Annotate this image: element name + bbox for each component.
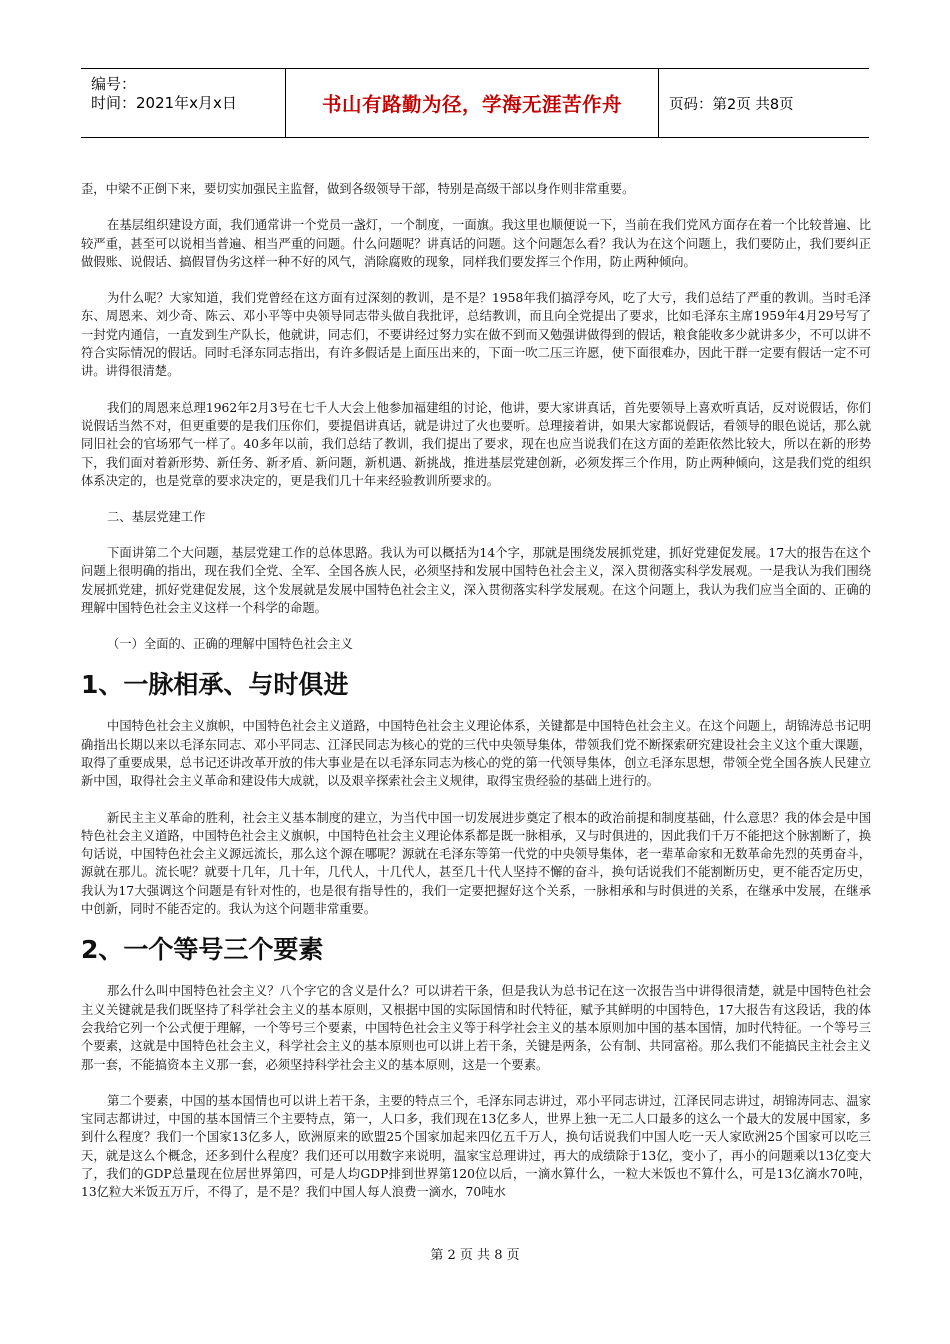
time-label: 时间：2021年x月x日 — [91, 94, 237, 112]
paragraph: 下面讲第二个大问题，基层党建工作的总体思路。我认为可以概括为14个字，那就是围绕发展抓党建，抓好党建促发展。17大的报告在这个问题上很明确的指出，现在我们全党、全军、全国各族人民，必须坚持和发展中国特色社会主义，深入贯彻落实科学发展观。一是我认为我们围绕发展抓党建，抓好党建促发展，这个发展就是发展中国特色社会主义，深入贯彻落实科学发展观。在这个问题上，我认为我们应当全面的、正确的理解中国特色社会主义这样一个科学的命题。 — [81, 546, 871, 616]
paragraph: 第二个要素，中国的基本国情也可以讲上若干条，主要的特点三个，毛泽东同志讲过，邓小平同志讲过，江泽民同志讲过，胡锦涛同志、温家宝同志都讲过，中国的基本国情三个主要特点，第一，人口多，我们现在13亿多人，世界上独一无二人口最多的这么一个最大的发展中国家，多到什么程度？我们一个国家13亿多人，欧洲原来的欧盟25个国家加起来四亿五千万人，换句话说我们中国人吃一天人家欧洲25个国家可以吃三天，就是这么个概念，还多到什么程度？我们还可以用数字来说明，温家宝总理讲过，再大的成绩除于13亿，变小了，再小的问题乘以13亿变大了，我们的GDP总量现在位居世界第四，可是人均GDP排到世界第120位以后，一滴水算什么，一粒大米饭也不算什么，可是13亿滴水70吨，13亿粒大米饭五万斤，不得了，是不是？我们中国人每人浪费一滴水，70吨水 — [81, 1093, 871, 1200]
page-footer: 第 2 页 共 8 页 — [430, 1248, 520, 1263]
heading-2: 2、一个等号三个要素 — [81, 935, 324, 965]
header-motto: 书山有路勤为径，学海无涯苦作舟 — [285, 69, 659, 137]
paragraph: 我们的周恩来总理1962年2月3号在七千人大会上他参加福建组的讨论，他讲，要大家讲真话，首先要领导上喜欢听真话，反对说假话，你们说假话当然不对，但更重要的是我们压你们，要提倡讲真话，就是讲过了火也要听。总理接着讲，如果大家都说假话，看领导的眼色说话，那么就同旧社会的官场邪气一样了。40多年以前，我们总结了教训，我们提出了要求，现在也应当说我们在这方面的差距依然比较大，所以在新的形势下，我们面对着新形势、新任务、新矛盾、新问题，新机遇、新挑战，推进基层党建创新，必须发挥三个作用，防止两种倾向，这是我们党的组织体系决定的，也是党章的要求决定的，更是我们几十年来经验教训所要求的。 — [81, 400, 871, 488]
header-page-label: 页码：第2页 共8页 — [669, 96, 794, 113]
paragraph: 为什么呢？大家知道，我们党曾经在这方面有过深刻的教训，是不是？1958年我们搞浮夸风，吃了大亏，我们总结了严重的教训。当时毛泽东、周恩来、刘少奇、陈云、邓小平等中央领导同志带头做自我批评，总结教训，而且向全党提出了要求，比如毛泽东主席1959年4月29号写了一封党内通信，一直发到生产队长，他就讲，同志们，不要讲经过努力实在做不到而又勉强讲做得到的假话，粮食能收多少就讲多少，不可以讲不符合实际情况的假话。同时毛泽东同志指出，有许多假话是上面压出来的，下面一吹二压三许愿，使下面很难办，因此干群一定要有假话一定不可讲。讲得很清楚。 — [81, 291, 871, 379]
paragraph: 那么什么叫中国特色社会主义？八个字它的含义是什么？可以讲若干条，但是我认为总书记在这一次报告当中讲得很清楚，就是中国特色社会主义关键就是我们既坚持了科学社会主义的基本原则，又根据中国的实际国情和时代特征，赋予其鲜明的中国特色，17大报告有这段话，我的体会我给它列一个公式便于理解，一个等号三个要素，中国特色社会主义等于科学社会主义的基本原则加中国的基本国情，加时代特征。一个等号三个要素，这就是中国特色社会主义，科学社会主义的基本原则也可以讲上若干条，关键是两条，公有制、共同富裕。那么我们不能搞民主社会主义那一套，不能搞资本主义那一套，必须坚持科学社会主义的基本原则，这是一个要素。 — [81, 984, 871, 1072]
number-label: 编号： — [91, 75, 137, 93]
document-body — [81, 180, 871, 1202]
paragraph: 歪，中梁不正倒下来，要切实加强民主监督，做到各级领导干部，特别是高级干部以身作则非常重要。 — [81, 182, 635, 196]
section-heading: 二、基层党建工作 — [107, 510, 206, 525]
paragraph: 新民主主义革命的胜利，社会主义基本制度的建立，为当代中国一切发展进步奠定了根本的政治前提和制度基础，什么意思？我的体会是中国特色社会主义道路，中国特色社会主义旗帜，中国特色社会主义理论体系都是既一脉相承，又与时俱进的，因此我们千万不能把这个脉割断了，换句话说，中国特色社会主义源远流长，那么这个源在哪呢？源就在毛泽东等第一代党的中央领导集体，老一辈革命家和无数革命先烈的英勇奋斗，源就在那儿。流长呢？就要十几年，几十年，几代人，十几代人，甚至几十代人坚持不懈的奋斗，换句话说我们不能割断历史，更不能否定历史，我认为17大强调这个问题是有针对性的，也是很有指导性的，我们一定要把握好这个关系，一脉相承和与时俱进的关系，在继承中发展，在继承中创新，同时不能否定的。我认为这个问题非常重要。 — [81, 810, 871, 917]
subsection-heading: （一）全面的、正确的理解中国特色社会主义 — [107, 637, 353, 652]
heading-1: 1、一脉相承、与时俱进 — [81, 670, 349, 700]
paragraph: 在基层组织建设方面，我们通常讲一个党员一盏灯，一个制度，一面旗。我这里也顺便说一下，当前在我们党风方面存在着一个比较普遍、比较严重，甚至可以说相当普遍、相当严重的问题。什么问题呢？讲真话的问题。这个问题怎么看？我认为在这个问题上，我们要防止，我们要纠正做假账、说假话、搞假冒伪劣这样一种不好的风气，消除腐败的现象，同样我们要发挥三个作用，防止两种倾向。 — [81, 218, 871, 269]
page-header — [81, 68, 869, 138]
header-meta — [81, 69, 285, 137]
paragraph: 中国特色社会主义旗帜，中国特色社会主义道路，中国特色社会主义理论体系，关键都是中国特色社会主义。在这个问题上，胡锦涛总书记明确指出长期以来以毛泽东同志、邓小平同志、江泽民同志为核心的党的三代中央领导集体，带领我们党不断探索研究建设社会主义这个重大课题，取得了重要成果，总书记还讲改革开放的伟大事业是在以毛泽东同志为核心的党的第一代领导集体，创立毛泽东思想，带领全党全国各族人民建立新中国，取得社会主义革命和建设伟大成就，以及艰辛探索社会主义规律，取得宝贵经验的基础上进行的。 — [81, 719, 871, 789]
